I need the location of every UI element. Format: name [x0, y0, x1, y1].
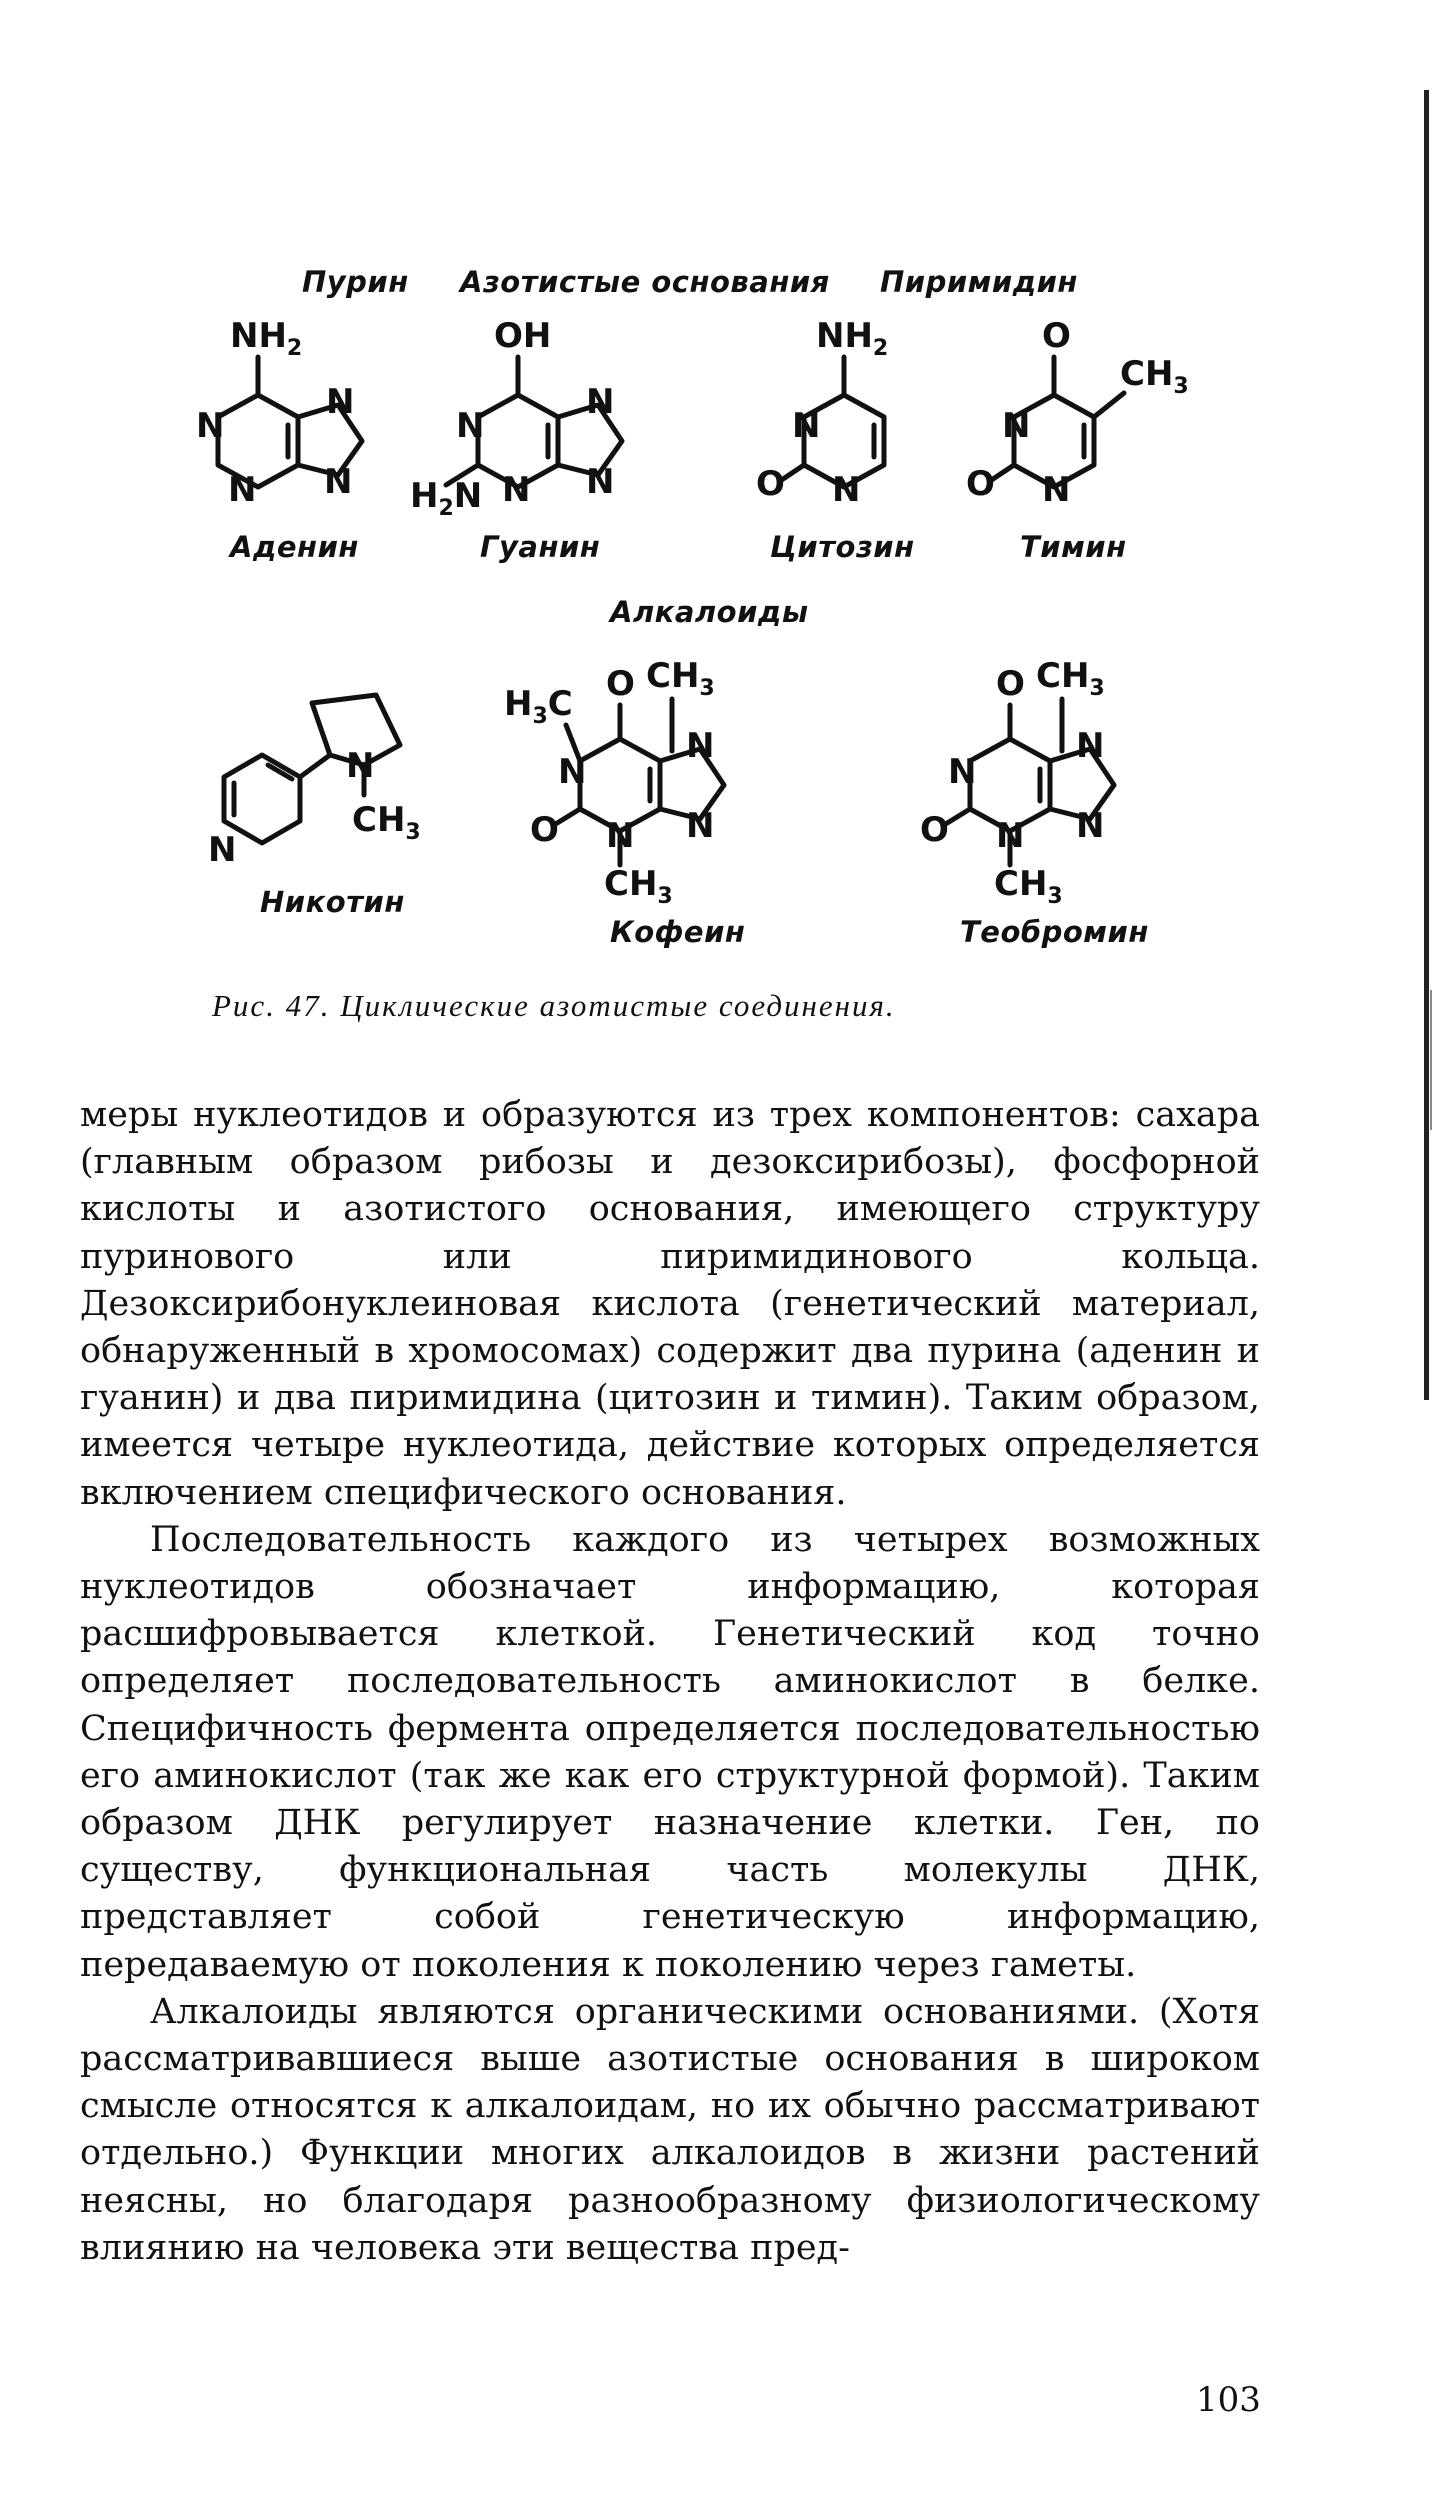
- page-number: 103: [1196, 2380, 1261, 2420]
- svg-text:N: N: [1042, 470, 1071, 510]
- paragraph-3: Алкалоиды являются органическими основаниями. (Хотя рассматривавшиеся выше азотистые основания в широком смысле относятся к алкалоидам, но их обычно рассматривают отдельно.) Функции многих алкалоидов в жизни растений неясны, но благодаря разнообразному физиологическому влиянию на человека эти вещества пред-: [80, 1991, 1260, 2268]
- label-cytosine: Цитозин: [770, 530, 915, 564]
- label-theobromine: Теобромин: [960, 915, 1149, 949]
- svg-text:CH3: $CH_3$: [604, 864, 673, 909]
- page-edge-rule: [1424, 90, 1429, 1400]
- svg-text:N: N: [1076, 726, 1105, 766]
- svg-text:CH3: $CH_3$: [994, 864, 1063, 909]
- svg-text:N: N: [326, 382, 355, 422]
- svg-text:CH3: $CH_3$: [1036, 656, 1105, 701]
- paragraph-2: Последовательность каждого из четырех возможных нуклеотидов обозначает информацию, которая расшифровывается клеткой. Генетический код точно определяет последовательность аминокислот в белке. Специфичность фермента определяется последовательностью его аминокислот (так же как его структурной формой). Таким образом ДНК регулирует назначение клетки. Ген, по существу, функциональная часть молекулы ДНК, представляет собой генетическую информацию, передаваемую от поколения к поколению через гаметы.: [80, 1519, 1260, 1985]
- svg-text:O: O: [1042, 316, 1071, 356]
- label-adenine: Аденин: [230, 530, 359, 564]
- adenine-structure: [190, 315, 410, 545]
- svg-text:N: N: [686, 806, 715, 846]
- svg-text:O: O: [920, 810, 949, 850]
- svg-text:N: N: [792, 406, 821, 446]
- svg-text:N: N: [1002, 406, 1031, 446]
- figure-caption: Рис. 47. Циклические азотистые соединения.: [212, 988, 896, 1023]
- label-nitrogen-bases: Азотистые основания: [460, 265, 830, 299]
- svg-text:N: N: [502, 470, 531, 510]
- svg-text:N: N: [586, 462, 615, 502]
- figure-47: [190, 255, 1240, 1075]
- svg-text:N: N: [1076, 806, 1105, 846]
- svg-text:H2N: $H_2N$: [410, 476, 483, 521]
- thymine-structure: [950, 315, 1210, 545]
- svg-text:N: N: [948, 752, 977, 792]
- label-purine: Пурин: [302, 265, 409, 299]
- caffeine-structure: [500, 655, 840, 915]
- svg-text:N: N: [324, 462, 353, 502]
- theobromine-structure: [910, 655, 1210, 915]
- paragraph-1: меры нуклеотидов и образуются из трех компонентов: сахара (главным образом рибозы и дезоксирибозы), фосфорной кислоты и азотистого основания, имеющего структуру пуринового или пиримидинового кольца. Дезоксирибонуклеиновая кислота (генетический материал, обнаруженный в хромосомах) содержит два пурина (аденин и гуанин) и два пиримидина (цитозин и тимин). Таким образом, имеется четыре нуклеотида, действие которых определяется включением специфического основания.: [80, 1095, 1260, 1513]
- nicotine-structure: [200, 665, 460, 885]
- label-thymine: Тимин: [1020, 530, 1127, 564]
- svg-text:N: N: [208, 830, 237, 870]
- body-text: [80, 1092, 1260, 2272]
- label-pyrimidine: Пиримидин: [880, 265, 1078, 299]
- svg-text:NH2: $NH_2$: [816, 316, 889, 361]
- svg-text:N: N: [832, 470, 861, 510]
- svg-text:NH2: $NH_2$: [230, 316, 303, 361]
- label-alkaloids: Алкалоиды: [610, 595, 809, 629]
- label-guanine: Гуанин: [480, 530, 601, 564]
- svg-text:H3C: $H_3C$: [504, 684, 573, 729]
- svg-text:CH3: $CH_3$: [1120, 354, 1189, 399]
- svg-text:N: N: [606, 816, 635, 856]
- guanine-structure: [410, 315, 670, 545]
- svg-text:O: O: [756, 464, 785, 504]
- svg-text:N: N: [456, 406, 485, 446]
- svg-text:CH3: $CH_3$: [646, 656, 715, 701]
- label-caffeine: Кофеин: [610, 915, 746, 949]
- svg-text:OH: OH: [494, 316, 552, 356]
- page-edge-mark: [1430, 990, 1432, 1130]
- svg-text:O: O: [996, 664, 1025, 704]
- svg-text:N: N: [686, 726, 715, 766]
- svg-text:N: N: [196, 406, 225, 446]
- svg-text:CH3: $CH_3$: [352, 800, 421, 845]
- svg-text:O: O: [530, 810, 559, 850]
- label-nicotine: Никотин: [260, 885, 405, 919]
- cytosine-structure: [740, 315, 940, 545]
- svg-text:N: N: [558, 752, 587, 792]
- svg-text:N: N: [996, 816, 1025, 856]
- svg-text:N: N: [586, 382, 615, 422]
- svg-text:O: O: [606, 664, 635, 704]
- svg-text:N: N: [346, 746, 375, 786]
- svg-text:N: N: [228, 470, 257, 510]
- svg-text:O: O: [966, 464, 995, 504]
